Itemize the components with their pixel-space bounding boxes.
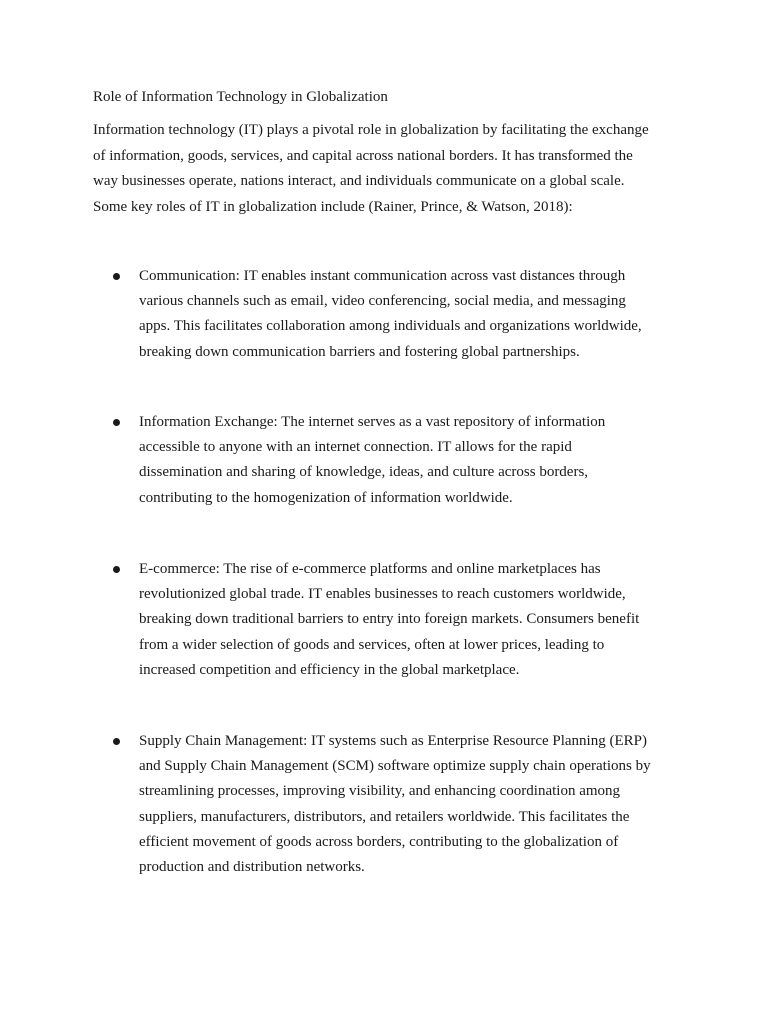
item-line: Information Exchange: The internet serves as a vast repository of information	[139, 414, 606, 430]
bullet-icon	[113, 419, 120, 426]
item-line: breaking down traditional barriers to entry into foreign markets. Consumers benefit	[139, 611, 640, 628]
document-title: Role of Information Technology in Globalization	[93, 89, 388, 105]
item-line: dissemination and sharing of knowledge, ideas, and culture across borders,	[139, 464, 589, 481]
item-line: E-commerce: The rise of e-commerce platforms and online marketplaces has	[139, 561, 601, 577]
item-line: revolutionized global trade. IT enables businesses to reach customers worldwide,	[139, 586, 626, 603]
item-line: Supply Chain Management: IT systems such as Enterprise Resource Planning (ERP)	[139, 733, 647, 749]
bullet-icon	[113, 738, 120, 745]
item-line: and Supply Chain Management (SCM) software optimize supply chain operations by	[139, 758, 651, 775]
list-item-text	[139, 729, 684, 880]
intro-line: Information technology (IT) plays a pivotal role in globalization by facilitating the exchange	[93, 122, 649, 138]
intro-paragraph	[93, 118, 673, 220]
item-line: efficient movement of goods across borders, contributing to the globalization of	[139, 833, 619, 850]
item-line: production and distribution networks.	[139, 859, 365, 876]
item-line: streamlining processes, improving visibility, and enhancing coordination among	[139, 783, 621, 800]
intro-line: Some key roles of IT in globalization include (Rainer, Prince, & Watson, 2018):	[93, 198, 573, 215]
item-line: increased competition and efficiency in the global marketplace.	[139, 661, 520, 678]
item-line: accessible to anyone with an internet connection. IT allows for the rapid	[139, 439, 572, 456]
intro-line: way businesses operate, nations interact, and individuals communicate on a global scale.	[93, 173, 625, 189]
bullet-icon	[113, 566, 120, 573]
list-item-text	[139, 410, 684, 511]
item-line: suppliers, manufacturers, distributors, and retailers worldwide. This facilitates the	[139, 808, 630, 825]
list-item-text	[139, 557, 684, 683]
item-line: from a wider selection of goods and services, often at lower prices, leading to	[139, 636, 605, 653]
item-line: Communication: IT enables instant communication across vast distances through	[139, 268, 626, 284]
item-line: apps. This facilitates collaboration among individuals and organizations worldwide,	[139, 318, 642, 335]
item-line: breaking down communication barriers and fostering global partnerships.	[139, 343, 580, 360]
intro-line: of information, goods, services, and capital across national borders. It has transformed the	[93, 147, 633, 164]
item-line: contributing to the homogenization of information worldwide.	[139, 489, 513, 506]
item-line: various channels such as email, video conferencing, social media, and messaging	[139, 293, 626, 310]
bullet-icon	[113, 273, 120, 280]
list-item-text	[139, 264, 684, 365]
